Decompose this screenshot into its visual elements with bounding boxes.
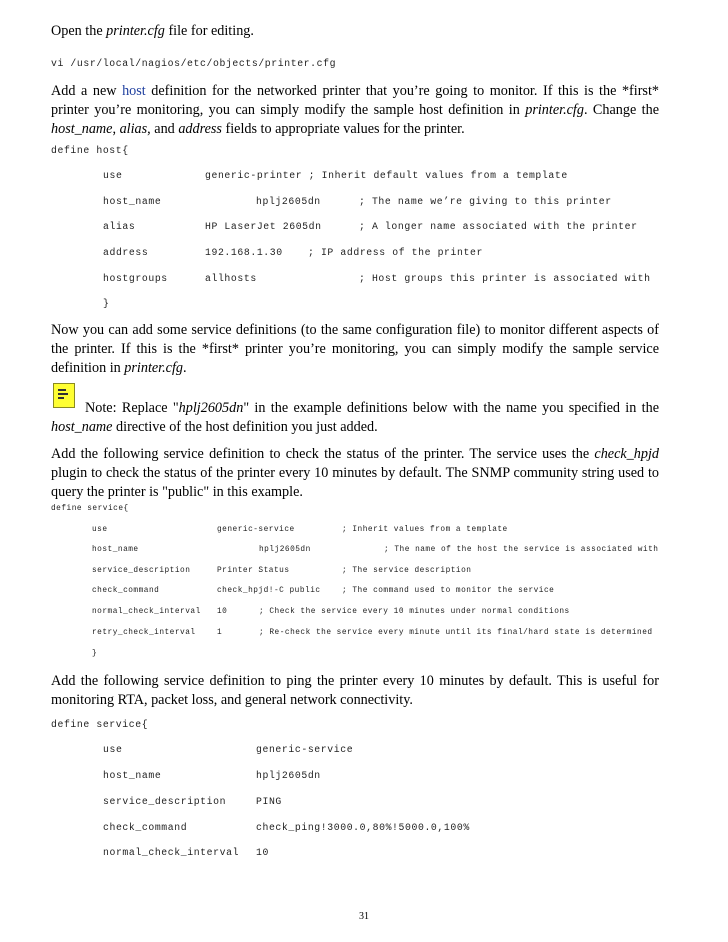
add-status-text: Add the following service definition to check the status of the printer. The service uses the [51, 446, 595, 462]
sep-1: , [112, 121, 120, 137]
ping-row-value: PING [256, 796, 282, 807]
ping-row-value: generic-service [256, 744, 354, 755]
host-row-comment: ; The name we’re giving to this printer [359, 196, 612, 207]
ping-row-value: 10 [256, 847, 269, 858]
host-row-value: generic-printer ; Inherit default values from a template [205, 170, 568, 181]
svc-row-comment: ; The service description [342, 567, 472, 575]
host-link[interactable]: host [122, 83, 146, 99]
svc-ping-open: define service{ [51, 719, 149, 730]
svc-row-key: service_description [92, 567, 191, 575]
add-host-paragraph [51, 82, 659, 139]
sep-2: , and [147, 121, 179, 137]
vi-command: vi /usr/local/nagios/etc/objects/printer.cfg [51, 58, 337, 69]
intro-text-end: file for editing. [164, 23, 254, 39]
add-host-text-4: fields to appropriate values for the printer. [221, 121, 465, 137]
note-field: host_name [51, 419, 113, 435]
note-paragraph [51, 399, 659, 437]
svc-row-value: 1 [217, 629, 223, 637]
svc-row-comment: ; Re-check the service every minute until its final/hard state is determined [259, 629, 653, 637]
add-services-text-end: . [183, 360, 187, 376]
host-row-value: HP LaserJet 2605dn [205, 221, 322, 232]
host-row-key: alias [103, 221, 136, 232]
host-row-key: hostgroups [103, 273, 168, 284]
ping-row-value: check_ping!3000.0,80%!5000.0,100% [256, 822, 470, 833]
host-row-key: use [103, 170, 123, 181]
svc-row-key: normal_check_interval [92, 608, 201, 616]
svc-row-comment: ; The command used to monitor the service [342, 587, 555, 595]
add-services-paragraph [51, 321, 659, 378]
note-hostname: hplj2605dn [178, 400, 244, 416]
host-row-value: 192.168.1.30 [205, 247, 283, 258]
intro-paragraph [51, 22, 659, 41]
svc-row-value: 10 [217, 608, 228, 616]
svc-row-key: use [92, 526, 108, 534]
host-row-value: allhosts [205, 273, 257, 284]
add-status-paragraph [51, 445, 659, 502]
svc-status-open: define service{ [51, 505, 129, 513]
ping-row-key: normal_check_interval [103, 847, 240, 858]
svc-row-value: hplj2605dn [259, 546, 311, 554]
field-host-name: host_name [51, 121, 113, 137]
plugin-name: check_hpjd [594, 446, 659, 462]
host-def-open: define host{ [51, 145, 129, 156]
add-host-text: Add a new [51, 83, 123, 99]
svc-row-key: host_name [92, 546, 139, 554]
svc-row-key: retry_check_interval [92, 629, 196, 637]
add-services-filename: printer.cfg [124, 360, 184, 376]
host-row-comment: ; Host groups this printer is associated with [359, 273, 651, 284]
ping-row-key: service_description [103, 796, 227, 807]
svc-row-value: generic-service [217, 526, 295, 534]
host-row-key: address [103, 247, 149, 258]
svc-row-comment: ; The name of the host the service is associated with [384, 546, 659, 554]
host-row-comment: ; A longer name associated with the printer [359, 221, 638, 232]
add-ping-paragraph: Add the following service definition to ping the printer every 10 minutes by default. This is useful for monitoring RTA, packet loss, and general network connectivity. [51, 673, 659, 708]
add-host-text-2: definition for the networked printer that you’re going to monitor. If this is the *first* printer you’re monitoring, you can simply modify the sample host definition in [51, 83, 659, 118]
field-alias: alias [119, 121, 148, 137]
host-row-key: host_name [103, 196, 162, 207]
ping-row-key: host_name [103, 770, 162, 781]
page-number: 31 [359, 911, 369, 922]
note-text-2: " in the example definitions below with the name you specified in the [243, 400, 659, 416]
field-address: address [178, 121, 222, 137]
host-row-comment: ; IP address of the printer [308, 247, 483, 258]
ping-row-key: use [103, 744, 123, 755]
intro-filename: printer.cfg [106, 23, 165, 39]
ping-row-key: check_command [103, 822, 188, 833]
add-services-text: Now you can add some service definitions (to the same configuration file) to monitor different aspects of the printer. If this is the *first* printer you’re monitoring, you can simply modify the sample service definition in [51, 322, 659, 376]
ping-row-value: hplj2605dn [256, 770, 321, 781]
svc-row-value: Printer Status [217, 567, 290, 575]
note-text: Note: Replace " [85, 400, 179, 416]
add-host-filename: printer.cfg [525, 102, 584, 118]
host-def-close: } [103, 298, 110, 309]
svc-row-value: check_hpjd!-C public [217, 587, 321, 595]
host-row-value: hplj2605dn [256, 196, 321, 207]
intro-text: Open the [51, 23, 107, 39]
svc-row-comment: ; Inherit values from a template [342, 526, 508, 534]
add-status-text-2: plugin to check the status of the printer every 10 minutes by default. The SNMP community string used to query the printer is "public" in this example. [51, 465, 659, 500]
note-text-3: directive of the host definition you just added. [112, 419, 378, 435]
svc-status-close: } [92, 650, 98, 658]
add-host-text-3: . Change the [583, 102, 659, 118]
svc-row-comment: ; Check the service every 10 minutes under normal conditions [259, 608, 570, 616]
svc-row-key: check_command [92, 587, 160, 595]
